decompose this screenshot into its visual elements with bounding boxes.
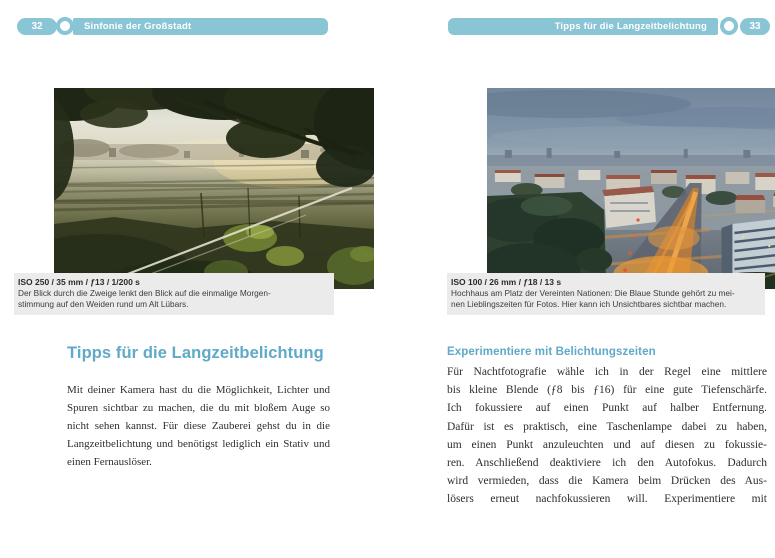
morning-landscape-illustration [54,88,374,289]
header-ring-ornament-left [56,17,74,35]
section-heading: Tipps für die Langzeitbelichtung [67,344,324,362]
body-text-right: Für Nachtfotografie wähle ich in der Regel eine mittlere bis kleine Blende (ƒ8 bis ƒ16) für eine gute Tiefenschärfe. Ich fokussiere auf einen Punkt auf halber Entfernung. Dafür ist es praktisch, eine Taschenlampe dabei zu haben, um einen Punkt anzuleuchten und auf diesen zu fokussie- ren. Anschließend deaktiviere ich den Autofokus. Dadurch wird vermieden, dass die Kamera beim Drücken des Aus- lösers erneut nachfokussieren will. Experimentiere mit [447,366,767,506]
city-blue-hour-illustration [487,88,775,289]
header-ring-ornament-right [720,17,738,35]
body-text-left: Mit deiner Kamera hast du die Möglichkeit, Lichter und Spuren sichtbar zu machen, die du mit bloßem Auge so nicht sehen kannst. Für diese Zauberei gehst du in die Langzeitbelichtung und benötigst lediglich ein Stativ und einen Fernauslöser. [67,384,330,468]
chapter-title-bar-left: Sinfonie der Großstadt [73,18,328,35]
chapter-title-bar-right: Tipps für die Langzeitbelichtung [448,18,718,35]
caption-text: Der Blick durch die Zweige lenkt den Blick auf die einmalige Morgen- stimmung auf den Weiden rund um Alt Lübars. [18,288,271,309]
page-number-badge-right: 33 [740,18,770,35]
photo-caption-left [14,273,334,315]
photo-morning-landscape [54,88,374,289]
photo-caption-right [447,273,765,315]
photo-city-blue-hour [487,88,775,289]
page-number-badge-left: 32 [17,18,57,35]
section-subheading: Experimentiere mit Belichtungszeiten [447,346,656,358]
caption-text: Hochhaus am Platz der Vereinten Nationen: Die Blaue Stunde gehört zu mei- nen Lieblingszeiten für Fotos. Hier kann ich Unsichtbares sichtbar machen. [451,288,735,309]
exif-line: ISO 100 / 26 mm / ƒ18 / 13 s [451,277,562,287]
exif-line: ISO 250 / 35 mm / ƒ13 / 1/200 s [18,277,140,287]
